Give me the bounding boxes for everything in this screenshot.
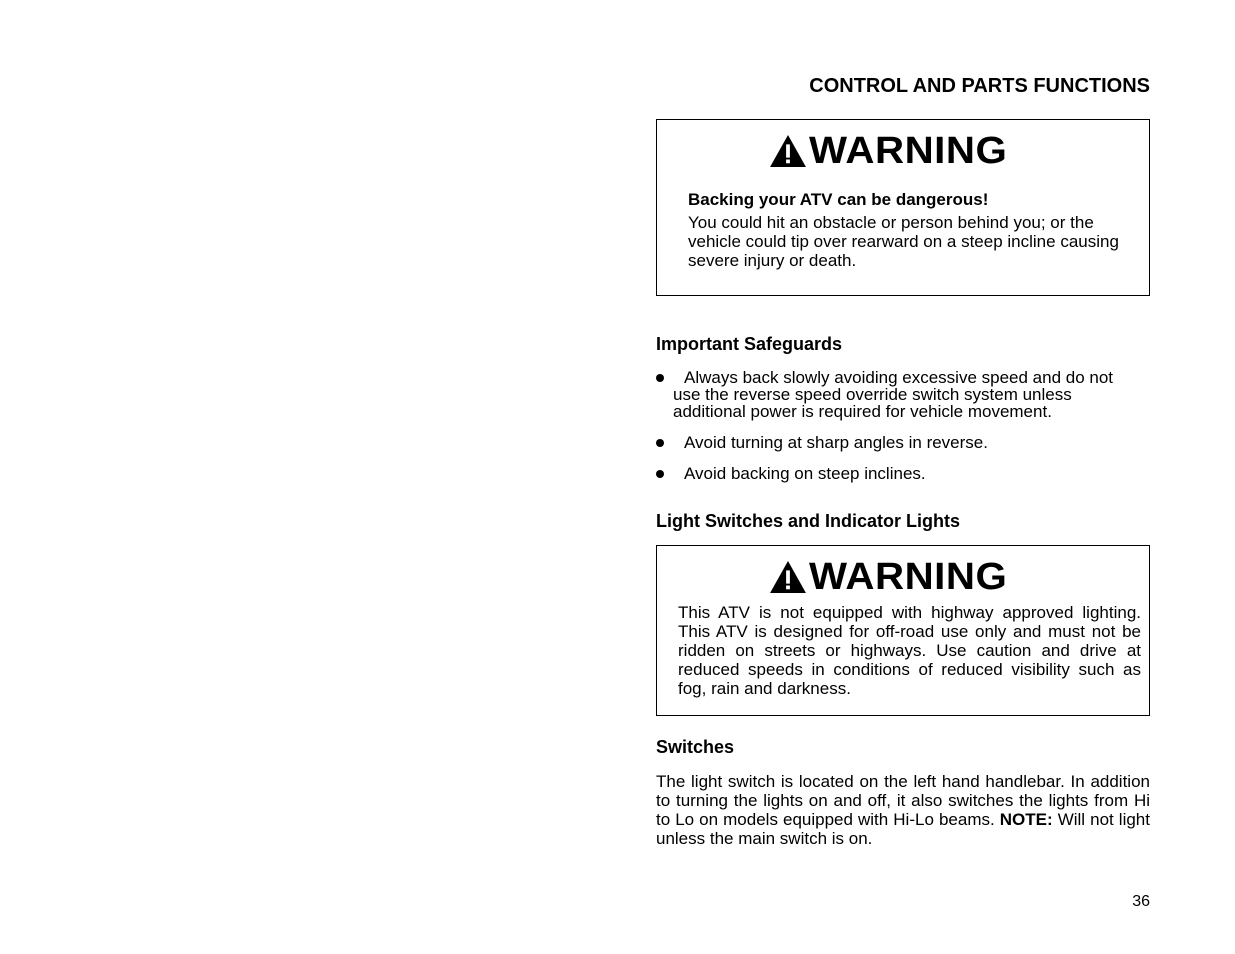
- warning-label: WARNING: [809, 130, 1008, 172]
- section-heading-safeguards: Important Safeguards: [656, 334, 843, 354]
- list-item: Avoid backing on steep inclines.: [656, 465, 1126, 482]
- note-label: NOTE:: [999, 810, 1053, 829]
- warning-text: You could hit an obstacle or person behind you; or the vehicle could tip over rearward on a steep incline causing severe injury or death.: [688, 213, 1119, 270]
- warning-triangle-icon: [769, 560, 807, 594]
- page-number: 36: [1132, 893, 1150, 910]
- bullet-icon: [656, 439, 664, 447]
- warning-box-lighting: [656, 545, 1150, 716]
- bullet-icon: [656, 470, 664, 478]
- warning-text: This ATV is not equipped with highway approved lighting. This ATV is designed for off-road use only and must not be ridden on streets or highways. Use caution and drive at reduced speeds in conditions of reduced visibility such as fog, rain and darkness.: [678, 603, 1141, 698]
- safeguards-list: [656, 369, 1126, 496]
- section-heading-switches: Switches: [656, 737, 735, 757]
- warning-label: WARNING: [809, 556, 1008, 598]
- warning-triangle-icon: [769, 134, 807, 168]
- section-heading-lights: Light Switches and Indicator Lights: [656, 511, 961, 531]
- page-title: CONTROL AND PARTS FUNCTIONS: [809, 75, 1150, 97]
- warning-box-backing: [656, 119, 1150, 296]
- list-item: Avoid turning at sharp angles in reverse.: [656, 434, 1126, 451]
- switches-paragraph: The light switch is located on the left hand handlebar. In addition to turning the lights on and off, it also switches the lights from Hi to Lo on models equipped with Hi-Lo beams. NOTE: Will not light unless the main switch is on.: [656, 772, 1150, 848]
- warning-title: Backing your ATV can be dangerous!: [688, 190, 989, 209]
- bullet-icon: [656, 374, 664, 382]
- warning-header: [769, 556, 1008, 598]
- list-item: Always back slowly avoiding excessive speed and do not use the reverse speed override switch system unless additional power is required for vehicle movement.: [656, 369, 1126, 420]
- warning-header: [769, 130, 1008, 172]
